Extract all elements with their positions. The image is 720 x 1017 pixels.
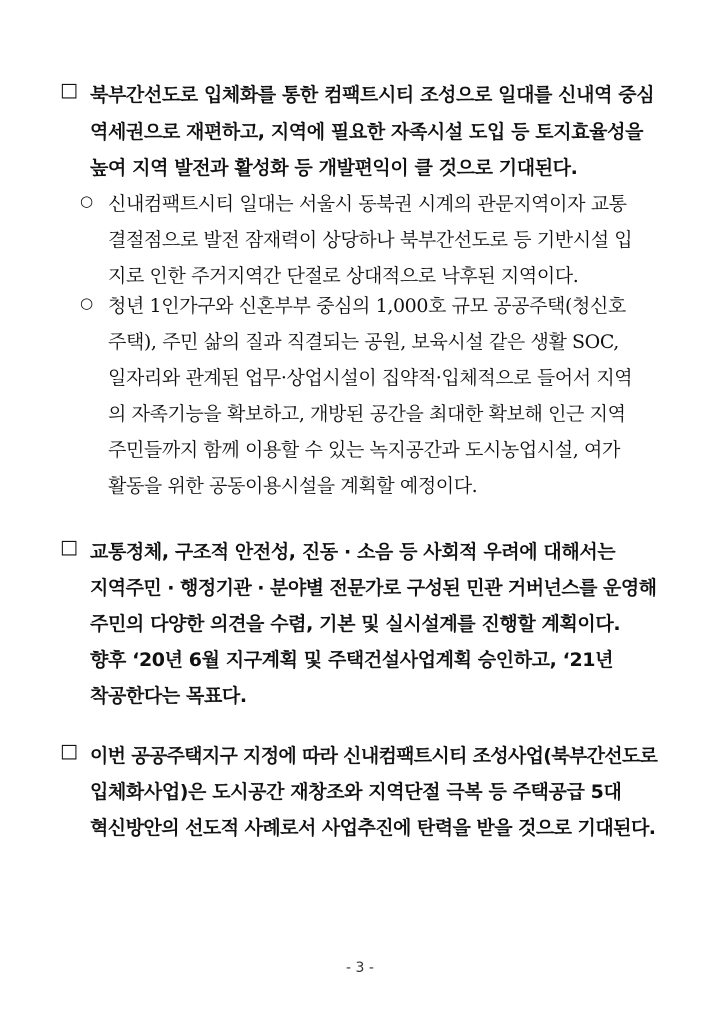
square-bullet: □ xyxy=(60,740,78,762)
section-3-line-3: 혁신방안의 선도적 사례로서 사업추진에 탄력을 받을 것으로 기대된다. xyxy=(90,817,656,839)
section-2-line-4: 향후 ‘20년 6월 지구계획 및 주택건설사업계획 승인하고, ‘21년 xyxy=(90,649,614,671)
sub-2-line-3: 일자리와 관계된 업무·상업시설이 집약적·입체적으로 들어서 지역 xyxy=(108,367,633,389)
section-2-line-5: 착공한다는 목표다. xyxy=(90,685,247,707)
sub-1-line-3: 지로 인한 주거지역간 단절로 상대적으로 낙후된 지역이다. xyxy=(108,265,579,287)
square-bullet: □ xyxy=(60,79,78,101)
section-1-line-1: 북부간선도로 입체화를 통한 컴팩트시티 조성으로 일대를 신내역 중심 xyxy=(90,84,655,106)
section-1-line-3: 높여 지역 발전과 활성화 등 개발편익이 클 것으로 기대된다. xyxy=(90,157,578,179)
section-2-line-2: 지역주민 · 행정기관 · 분야별 전문가로 구성된 민관 거버넌스를 운영해 xyxy=(90,577,657,599)
section-1-line-2: 역세권으로 재편하고, 지역에 필요한 자족시설 도입 등 토지효율성을 xyxy=(90,121,644,143)
section-3-line-2: 입체화사업)은 도시공간 재창조와 지역단절 극복 등 주택공급 5대 xyxy=(90,781,622,803)
section-3-line-1: 이번 공공주택지구 지정에 따라 신내컴팩트시티 조성사업(북부간선도로 xyxy=(90,745,658,767)
sub-2-line-6: 활동을 위한 공동이용시설을 계획할 예정이다. xyxy=(108,475,478,497)
sub-2-line-4: 의 자족기능을 확보하고, 개방된 공간을 최대한 확보해 인근 지역 xyxy=(108,403,626,425)
square-bullet: □ xyxy=(60,536,78,558)
sub-2-line-1: 청년 1인가구와 신혼부부 중심의 1,000호 규모 공공주택(청신호 xyxy=(108,295,626,317)
page-number: - 3 - xyxy=(346,960,374,976)
section-2-line-1: 교통정체, 구조적 안전성, 진동 · 소음 등 사회적 우려에 대해서는 xyxy=(90,541,616,563)
sub-2-line-2: 주택), 주민 삶의 질과 직결되는 공원, 보육시설 같은 생활 SOC, xyxy=(108,331,619,353)
sub-1-line-1: 신내컴팩트시티 일대는 서울시 동북권 시계의 관문지역이자 교통 xyxy=(108,193,627,215)
sub-2-line-5: 주민들까지 함께 이용할 수 있는 녹지공간과 도시농업시설, 여가 xyxy=(108,439,620,461)
circle-bullet: ○ xyxy=(80,192,94,210)
circle-bullet: ○ xyxy=(80,294,94,312)
sub-1-line-2: 결절점으로 발전 잠재력이 상당하나 북부간선도로 등 기반시설 입 xyxy=(108,229,633,251)
section-2-line-3: 주민의 다양한 의견을 수렴, 기본 및 실시설계를 진행할 계획이다. xyxy=(90,613,621,635)
